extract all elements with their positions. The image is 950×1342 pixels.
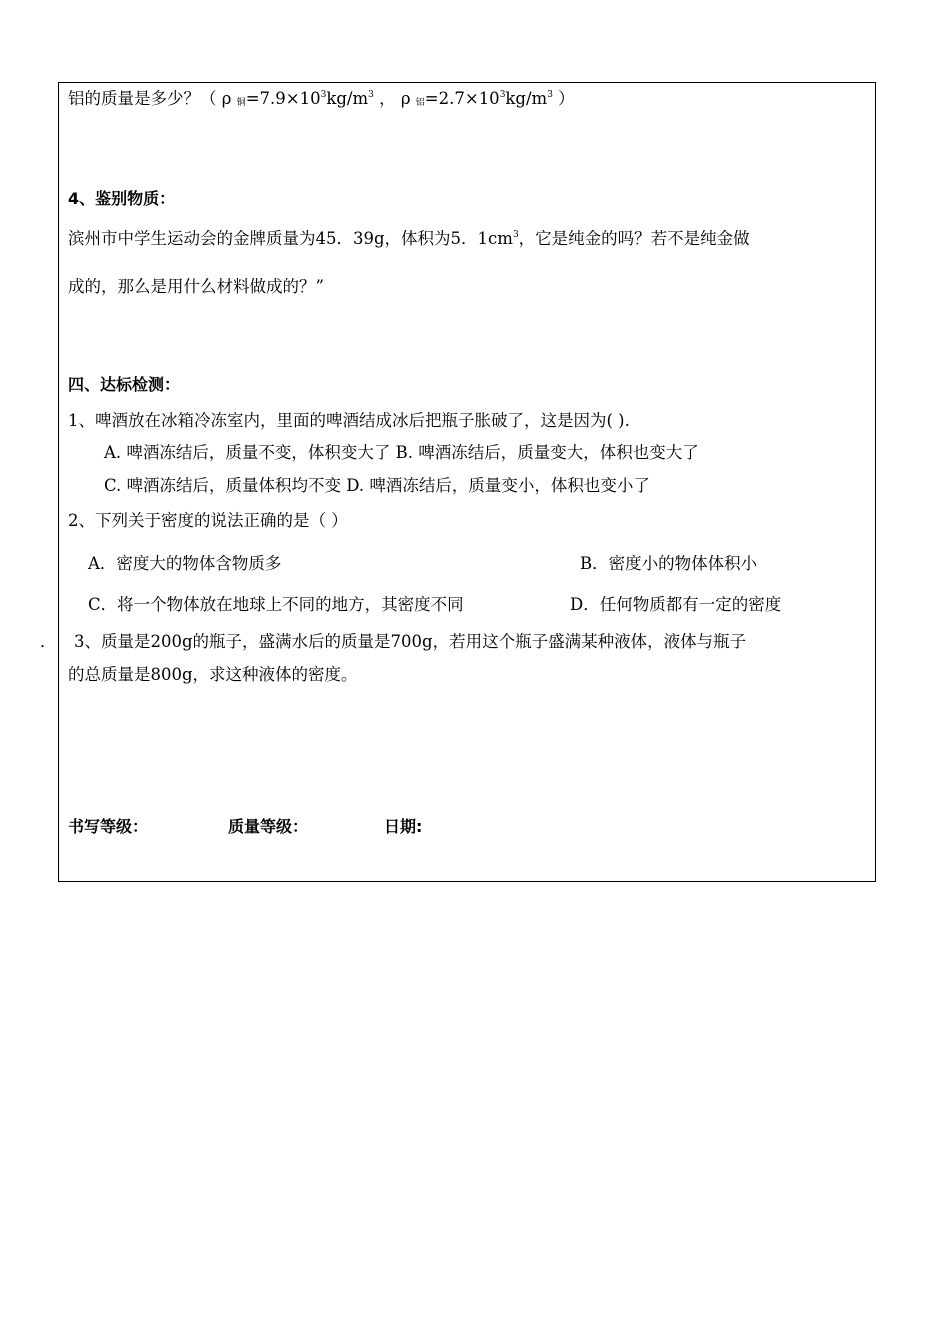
q3-line1: 3、质量是200g的瓶子，盛满水后的质量是700g，若用这个瓶子盛满某种液体，液体与瓶子 <box>74 632 747 651</box>
copper-unit: kg/m <box>326 89 369 108</box>
question-aluminum-mass <box>68 88 575 110</box>
q2-option-c: C．将一个物体放在地球上不同的地方，其密度不同 <box>88 595 464 614</box>
quality-grade-label: 质量等级： <box>228 817 309 836</box>
close-paren: ） <box>552 89 575 108</box>
q1-stem: 1、啤酒放在冰箱冷冻室内，里面的啤酒结成冰后把瓶子胀破了，这是因为( ). <box>68 411 630 430</box>
aluminum-density-value: =2.7×10 <box>424 89 500 108</box>
writing-grade-label: 书写等级： <box>68 817 149 836</box>
section4-line1 <box>68 228 750 250</box>
aluminum-unit: kg/m <box>505 89 548 108</box>
date-label: 日期: <box>384 817 423 836</box>
check-heading: 四、达标检测： <box>68 375 181 394</box>
q2-option-b: B．密度小的物体体积小 <box>580 554 758 573</box>
section4-line1-text: 滨州市中学生运动会的金牌质量为45．39g，体积为5．1cm <box>68 229 513 248</box>
q3-marker: ． <box>40 632 57 651</box>
q2-option-a: A．密度大的物体含物质多 <box>88 554 282 573</box>
copper-subscript: 铜 <box>236 98 246 108</box>
question-lead: 铝的质量是多少？（ ρ <box>68 89 237 108</box>
aluminum-unit-exponent: 3 <box>547 90 553 100</box>
copper-density-value: =7.9×10 <box>245 89 321 108</box>
q1-options-ab: A. 啤酒冻结后，质量不变，体积变大了 B. 啤酒冻结后，质量变大，体积也变大了 <box>104 443 699 462</box>
aluminum-subscript: 铝 <box>415 98 425 108</box>
q1-options-cd: C. 啤酒冻结后，质量体积均不变 D. 啤酒冻结后，质量变小，体积也变小了 <box>104 476 650 495</box>
q3-line2: 的总质量是800g，求这种液体的密度。 <box>68 665 358 684</box>
q2-stem: 2、下列关于密度的说法正确的是（ ） <box>68 511 348 530</box>
copper-exponent: 3 <box>320 90 327 100</box>
copper-unit-exponent: 3 <box>368 90 374 100</box>
cm-exponent: 3 <box>512 230 519 240</box>
aluminum-exponent: 3 <box>499 90 506 100</box>
q2-option-d: D．任何物质都有一定的密度 <box>570 595 782 614</box>
section4-line1-tail: ，它是纯金的吗？若不是纯金做 <box>518 229 750 248</box>
separator: ， ρ <box>373 89 416 108</box>
section4-heading: 4、鉴别物质： <box>68 189 176 208</box>
section4-line2: 成的，那么是用什么材料做成的？” <box>68 277 324 296</box>
